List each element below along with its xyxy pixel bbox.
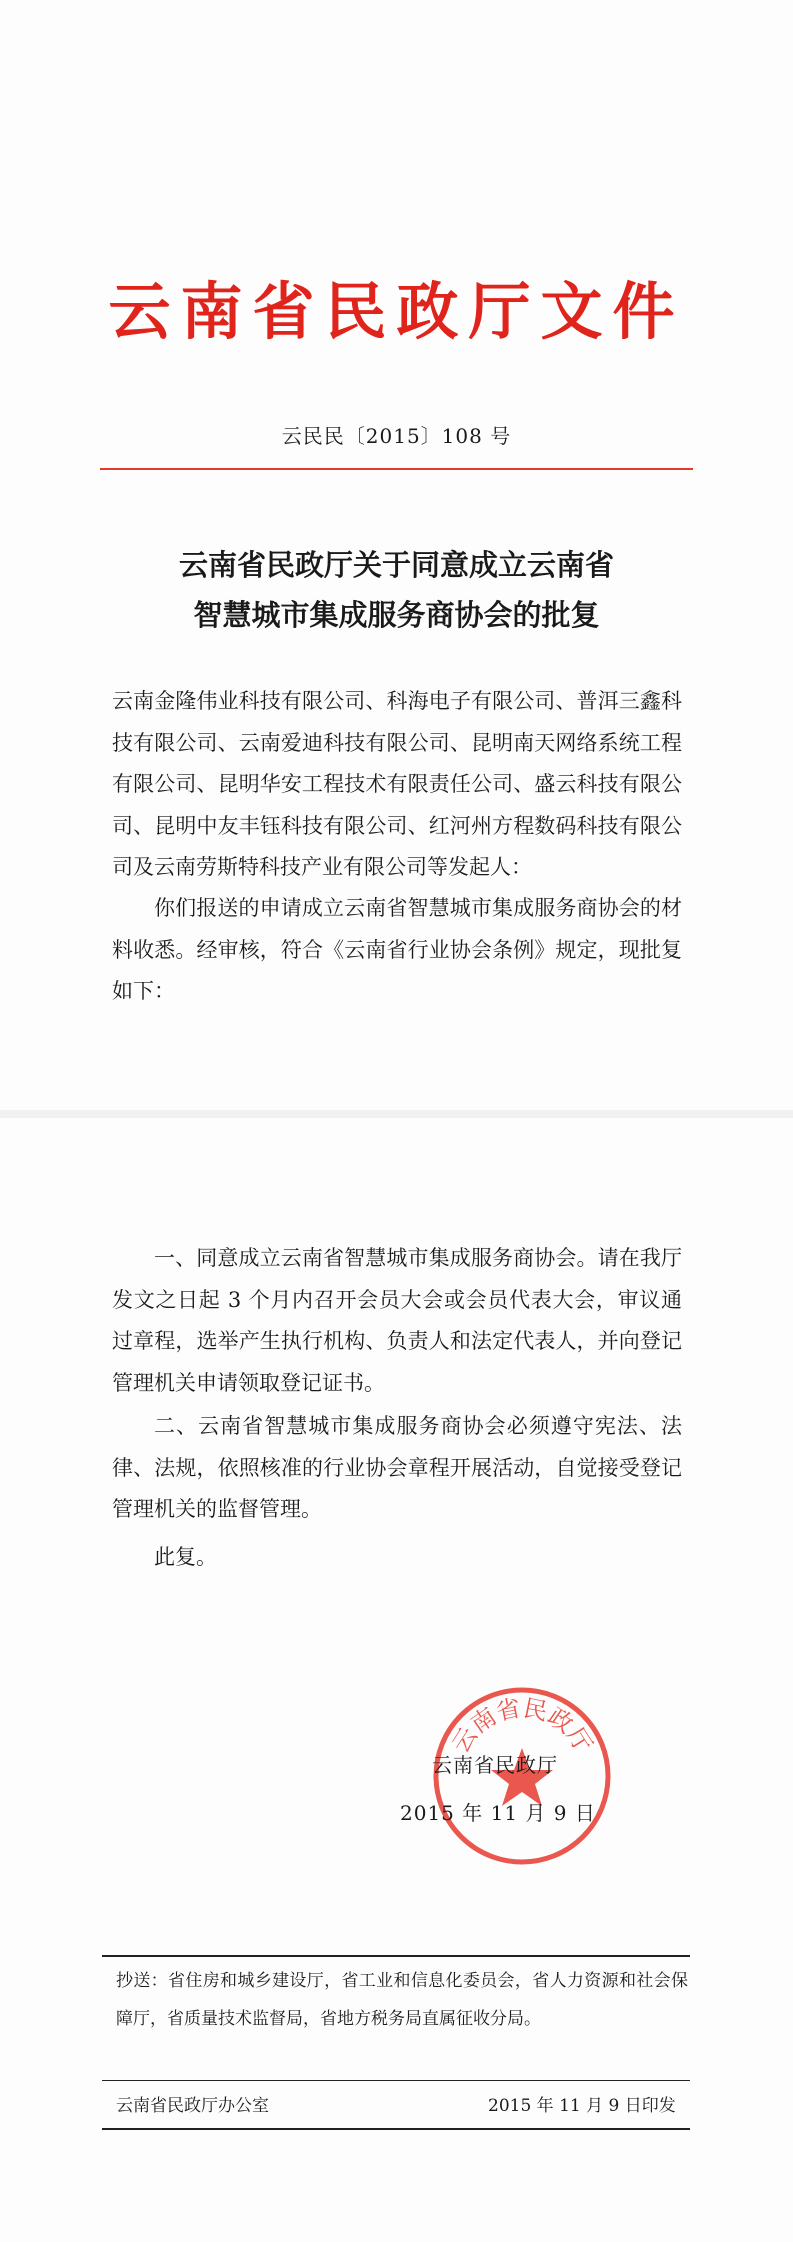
cc-recipients: 省住房和城乡建设厅，省工业和信息化委员会，省人力资源和社会保障厅，省质量技术监督局，省地方税务局直属征收分局。 bbox=[116, 1971, 688, 2029]
approval-item-1-text: 一、同意成立云南省智慧城市集成服务商协会。请在我厅发文之日起 3 个月内召开会员大会或会员代表大会，审议通过章程，选举产生执行机构、负责人和法定代表人，并向登记管理机关申请领取登记证书。 bbox=[112, 1246, 682, 1395]
cc-list bbox=[116, 1962, 688, 2038]
approval-item-1 bbox=[112, 1238, 682, 1404]
recipients-paragraph: 云南金隆伟业科技有限公司、科海电子有限公司、普洱三鑫科技有限公司、云南爱迪科技有限公司、昆明南天网络系统工程有限公司、昆明华安工程技术有限责任公司、盛云科技有限公司、昆明中友丰钰科技有限公司、红河州方程数码科技有限公司及云南劳斯特科技产业有限公司等发起人： bbox=[112, 689, 682, 879]
document-number: 云民民〔2015〕108 号 bbox=[281, 424, 512, 448]
footer-rule-middle bbox=[102, 2080, 690, 2081]
page-separator bbox=[0, 1110, 793, 1118]
signing-organization: 云南省民政厅 bbox=[432, 1753, 558, 1777]
signing-date: 2015 年 11 月 9 日 bbox=[400, 1801, 596, 1825]
title-line-1: 云南省民政厅关于同意成立云南省 bbox=[178, 548, 614, 582]
closing-text: 此复。 bbox=[154, 1545, 217, 1569]
document-title bbox=[0, 540, 793, 640]
red-divider bbox=[100, 468, 693, 470]
document-issuer-header: 云南省民政厅文件 bbox=[108, 275, 685, 348]
title-line-2: 智慧城市集成服务商协会的批复 bbox=[193, 598, 600, 632]
footer-rule-top bbox=[102, 1955, 690, 1957]
footer-rule-bottom bbox=[102, 2128, 690, 2130]
seal-text: 云南省民政厅 bbox=[446, 1693, 598, 1758]
approval-item-2-text: 二、云南省智慧城市集成服务商协会必须遵守宪法、法律、法规，依照核准的行业协会章程开展活动，自觉接受登记管理机关的监督管理。 bbox=[112, 1414, 682, 1521]
issuing-office: 云南省民政厅办公室 bbox=[116, 2096, 269, 2116]
print-date: 2015 年 11 月 9 日印发 bbox=[488, 2096, 676, 2116]
intro-paragraph: 你们报送的申请成立云南省智慧城市集成服务商协会的材料收悉。经审核，符合《云南省行业协会条例》规定，现批复如下： bbox=[112, 896, 682, 1003]
approval-item-2 bbox=[112, 1406, 682, 1531]
cc-label: 抄送： bbox=[116, 1971, 169, 1991]
